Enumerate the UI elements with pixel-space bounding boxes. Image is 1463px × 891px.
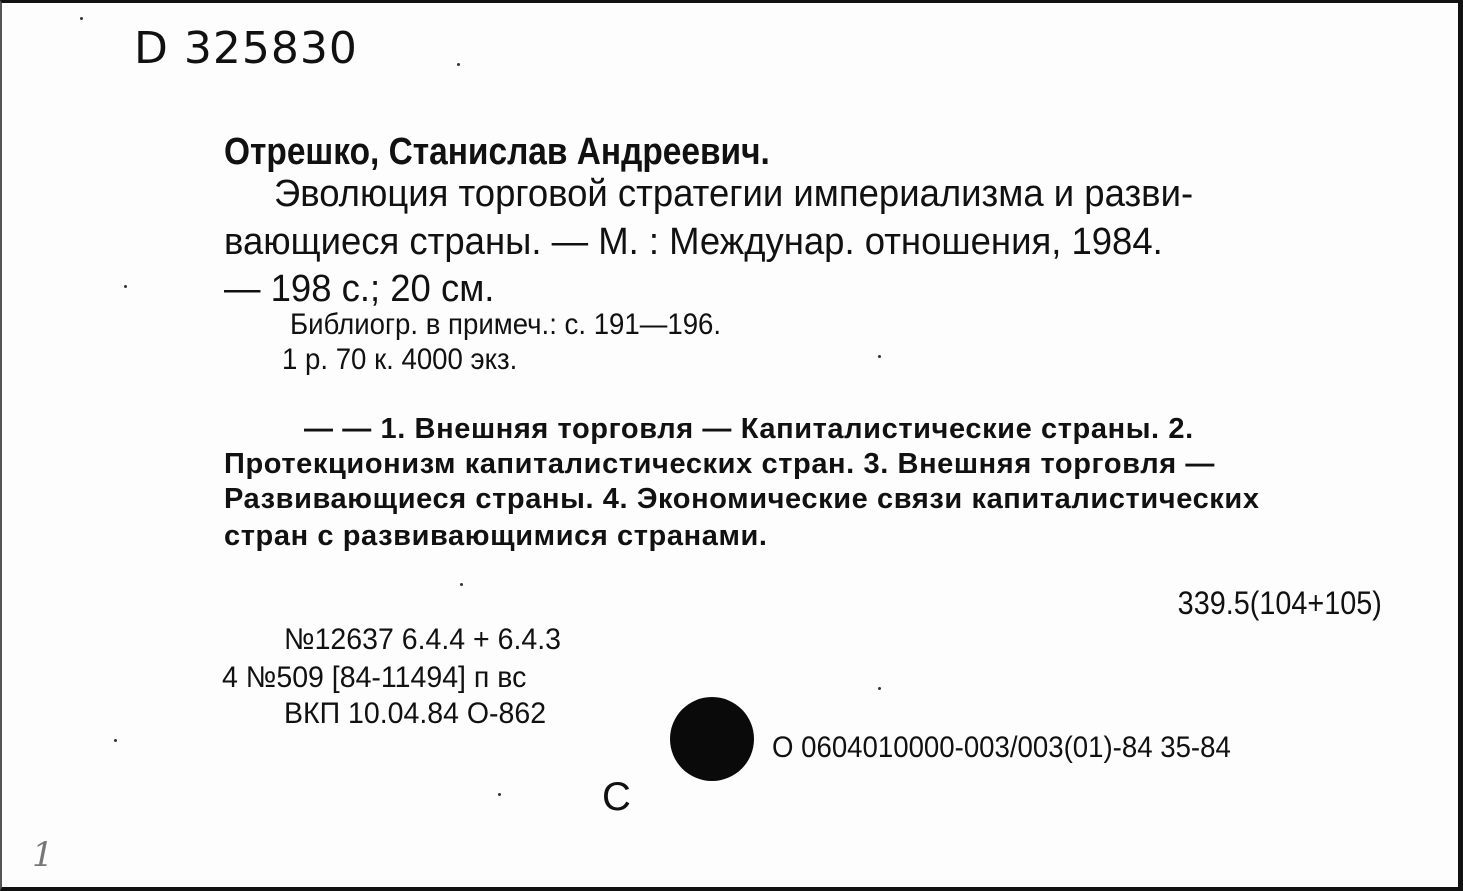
order-line: №12637 6.4.4 + 6.4.3 xyxy=(284,623,561,656)
dust-speck xyxy=(498,793,501,796)
subject-line: — — 1. Внешняя торговля — Капиталистические страны. 2. xyxy=(304,413,1194,445)
bibliography-note: Библиогр. в примеч.: с. 191—196. xyxy=(290,308,722,341)
dust-speck xyxy=(124,285,127,288)
author-heading: Отрешко, Станислав Андреевич. xyxy=(224,131,770,173)
price-copies: 1 р. 70 к. 4000 экз. xyxy=(282,343,518,376)
classification-code: 339.5(104+105) xyxy=(1177,585,1382,621)
control-number: О 0604010000-003/003(01)-84 35-84 xyxy=(772,731,1231,764)
title-line: Эволюция торговой стратегии империализма и разви- xyxy=(274,173,1194,215)
title-line: вающиеся страны. — М. : Междунар. отношения, 1984. xyxy=(224,221,1163,263)
dust-speck xyxy=(80,17,83,20)
dust-speck xyxy=(878,687,881,690)
subject-line: стран с развивающимися странами. xyxy=(224,520,768,552)
call-number: D 325830 xyxy=(134,23,358,74)
dust-speck xyxy=(457,63,460,66)
pencil-mark: 1 xyxy=(32,835,54,875)
subject-line: Протекционизм капиталистических стран. 3. Внешняя торговля — xyxy=(224,448,1216,480)
subject-line: Развивающиеся страны. 4. Экономические связи капиталистических xyxy=(224,483,1260,515)
order-line: ВКП 10.04.84 О-862 xyxy=(284,697,547,730)
dust-speck xyxy=(460,583,463,586)
dust-speck xyxy=(114,739,117,742)
dust-speck xyxy=(878,355,881,358)
punch-hole-mark xyxy=(670,697,754,781)
symbol-letter: С xyxy=(602,775,631,819)
order-line: 4 №509 [84-11494] п вс xyxy=(222,661,527,694)
title-line: — 198 с.; 20 см. xyxy=(224,268,495,310)
